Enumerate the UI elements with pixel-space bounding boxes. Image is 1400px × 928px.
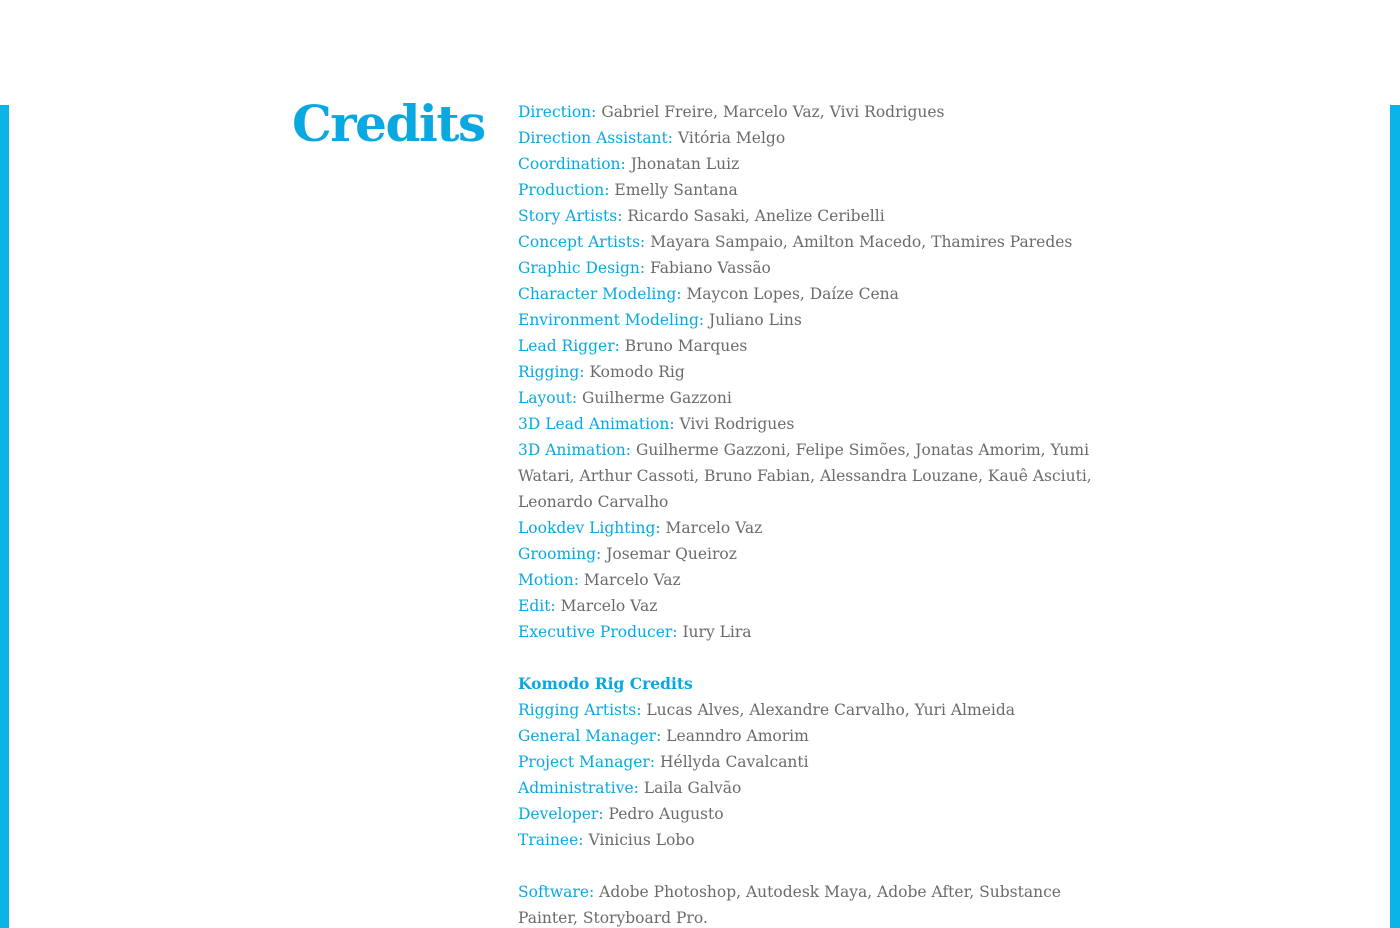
komodo-credits-section	[518, 671, 1118, 853]
credit-names: Leanndro Amorim	[666, 727, 809, 745]
credit-role: Direction:	[518, 103, 597, 121]
credit-role: Concept Artists:	[518, 233, 646, 251]
credit-row	[518, 203, 1118, 229]
credit-names: Maycon Lopes, Daíze Cena	[686, 285, 899, 303]
credit-row	[518, 515, 1118, 541]
credit-row	[518, 801, 1118, 827]
credit-names: Héllyda Cavalcanti	[660, 753, 809, 771]
credit-row	[518, 411, 1118, 437]
credit-names: Marcelo Vaz	[560, 597, 658, 615]
credit-row	[518, 697, 1118, 723]
credit-row	[518, 437, 1118, 515]
credit-role: 3D Lead Animation:	[518, 415, 675, 433]
credit-role: General Manager:	[518, 727, 662, 745]
credit-names: Ricardo Sasaki, Anelize Ceribelli	[627, 207, 885, 225]
credit-role: Environment Modeling:	[518, 311, 705, 329]
credit-role: Layout:	[518, 389, 578, 407]
credit-role: Rigging:	[518, 363, 585, 381]
credit-names: Guilherme Gazzoni	[582, 389, 732, 407]
credit-names: Marcelo Vaz	[583, 571, 681, 589]
credit-names: Vitória Melgo	[677, 129, 786, 147]
credit-names: Guilherme Gazzoni, Felipe Simões, Jonatas Amorim, Yumi Watari, Arthur Cassoti, Bruno Fabian, Alessandra Louzane, Kauê Asciuti, Leonardo Carvalho	[518, 441, 1092, 511]
credit-role: Production:	[518, 181, 610, 199]
left-accent-bar	[0, 105, 9, 928]
credit-names: Vinicius Lobo	[588, 831, 695, 849]
credit-row	[518, 99, 1118, 125]
credit-role: Executive Producer:	[518, 623, 678, 641]
credit-names: Marcelo Vaz	[665, 519, 763, 537]
credit-role: Developer:	[518, 805, 604, 823]
credit-names: Jhonatan Luiz	[630, 155, 740, 173]
right-accent-bar	[1390, 105, 1400, 928]
credit-row	[518, 229, 1118, 255]
credit-names: Iury Lira	[682, 623, 752, 641]
credit-names: Fabiano Vassão	[650, 259, 771, 277]
credit-role: Edit:	[518, 597, 556, 615]
credit-row	[518, 749, 1118, 775]
credit-names: Adobe Photoshop, Autodesk Maya, Adobe After, Substance Painter, Storyboard Pro.	[518, 883, 1061, 927]
credit-names: Mayara Sampaio, Amilton Macedo, Thamires Paredes	[650, 233, 1073, 251]
komodo-items	[518, 697, 1118, 853]
credit-names: Josemar Queiroz	[606, 545, 737, 563]
credits-list	[518, 99, 1118, 928]
credit-row	[518, 827, 1118, 853]
credit-role: Grooming:	[518, 545, 602, 563]
software-credit	[518, 879, 1118, 928]
credit-row	[518, 541, 1118, 567]
section-gap	[518, 645, 1118, 671]
credit-role: Administrative:	[518, 779, 639, 797]
credit-role: 3D Animation:	[518, 441, 632, 459]
credit-row	[518, 385, 1118, 411]
credit-row	[518, 775, 1118, 801]
credit-names: Komodo Rig	[589, 363, 685, 381]
credit-row	[518, 333, 1118, 359]
komodo-heading: Komodo Rig Credits	[518, 674, 693, 693]
credit-row	[518, 619, 1118, 645]
credit-names: Pedro Augusto	[608, 805, 724, 823]
credit-role: Lead Rigger:	[518, 337, 620, 355]
credit-role: Software:	[518, 883, 595, 901]
credit-row	[518, 307, 1118, 333]
credit-role: Motion:	[518, 571, 579, 589]
credit-role: Trainee:	[518, 831, 584, 849]
credit-row	[518, 281, 1118, 307]
credit-names: Lucas Alves, Alexandre Carvalho, Yuri Almeida	[646, 701, 1015, 719]
credit-role: Project Manager:	[518, 753, 656, 771]
credit-row	[518, 593, 1118, 619]
credit-names: Vivi Rodrigues	[679, 415, 795, 433]
credit-names: Emelly Santana	[614, 181, 738, 199]
credit-row	[518, 567, 1118, 593]
credit-role: Character Modeling:	[518, 285, 682, 303]
credit-row	[518, 255, 1118, 281]
credit-names: Juliano Lins	[709, 311, 802, 329]
page-title: Credits	[292, 94, 485, 153]
credit-role: Graphic Design:	[518, 259, 646, 277]
credit-role: Rigging Artists:	[518, 701, 642, 719]
credit-row	[518, 125, 1118, 151]
credit-names: Laila Galvão	[643, 779, 742, 797]
credit-row	[518, 723, 1118, 749]
credit-role: Coordination:	[518, 155, 626, 173]
credit-row	[518, 359, 1118, 385]
credit-role: Lookdev Lighting:	[518, 519, 661, 537]
main-credits-section	[518, 99, 1118, 645]
section-gap	[518, 853, 1118, 879]
credit-names: Gabriel Freire, Marcelo Vaz, Vivi Rodrigues	[601, 103, 945, 121]
credit-row	[518, 177, 1118, 203]
credit-names: Bruno Marques	[624, 337, 748, 355]
credit-role: Direction Assistant:	[518, 129, 673, 147]
credit-role: Story Artists:	[518, 207, 623, 225]
credit-row	[518, 151, 1118, 177]
